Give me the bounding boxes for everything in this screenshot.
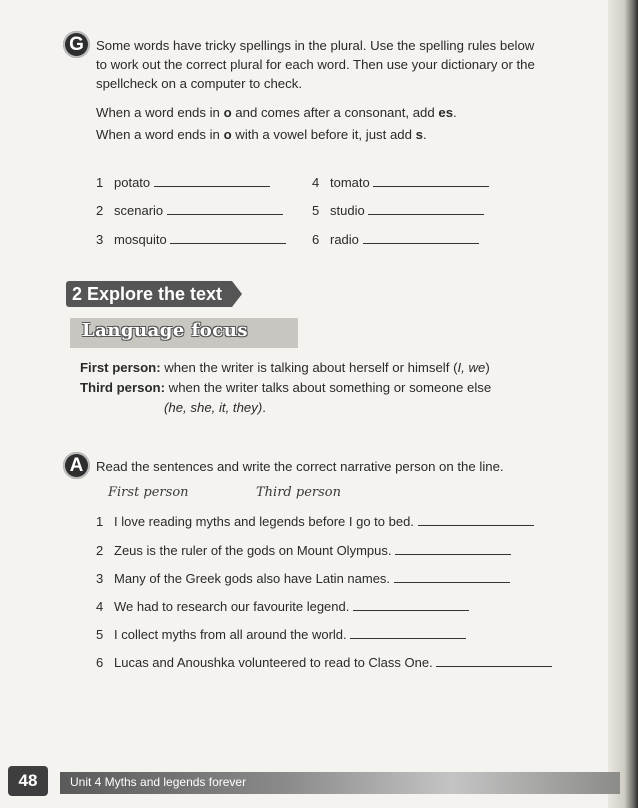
rule-1-es: es xyxy=(438,105,454,120)
third-person-end: . xyxy=(262,400,266,415)
section-title: 2 Explore the text xyxy=(66,281,232,307)
sentence-5 xyxy=(96,626,466,644)
rule-1-mid: and comes after a consonant, add xyxy=(231,105,439,120)
word-item-3 xyxy=(96,231,286,249)
rule-1-end: . xyxy=(453,105,457,120)
rule-2-mid: with a vowel before it, just add xyxy=(231,127,416,142)
word-text: radio xyxy=(330,232,359,247)
word-num: 3 xyxy=(96,232,104,247)
sentence-num: 6 xyxy=(96,655,104,670)
sentence-num: 5 xyxy=(96,627,104,642)
answer-line[interactable] xyxy=(353,609,469,611)
first-person-examples: I, we xyxy=(457,360,486,375)
sentence-text: Zeus is the ruler of the gods on Mount Olympus. xyxy=(114,543,392,558)
word-item-1 xyxy=(96,174,270,192)
third-person-examples: (he, she, it, they) xyxy=(164,400,263,415)
answer-line[interactable] xyxy=(167,213,283,215)
activity-g-instruction-line-2: to work out the correct plural for each word. Then use your dictionary or the xyxy=(96,57,535,72)
answer-line[interactable] xyxy=(350,637,466,639)
activity-g-badge: G xyxy=(63,31,90,58)
sentence-3 xyxy=(96,570,510,588)
first-person-label: First person: xyxy=(80,360,161,375)
sentence-2 xyxy=(96,542,511,560)
sentence-text: Many of the Greek gods also have Latin names. xyxy=(114,571,391,586)
word-item-5 xyxy=(312,202,484,220)
answer-line[interactable] xyxy=(394,581,510,583)
third-person-examples-line xyxy=(164,398,266,417)
rule-2-end: . xyxy=(422,127,427,142)
rule-1-o: o xyxy=(223,105,232,120)
word-num: 2 xyxy=(96,203,104,218)
sentence-num: 1 xyxy=(96,514,104,529)
first-person-definition xyxy=(80,358,490,377)
word-item-6 xyxy=(312,231,479,249)
handwritten-third-person: Third person xyxy=(256,485,341,500)
answer-line[interactable] xyxy=(373,185,489,187)
word-text: potato xyxy=(114,175,151,190)
unit-title: Unit 4 Myths and legends forever xyxy=(70,775,247,789)
sentence-text: I collect myths from all around the world. xyxy=(114,627,347,642)
sentence-4 xyxy=(96,598,469,616)
sentence-num: 4 xyxy=(96,599,104,614)
word-item-4 xyxy=(312,174,489,192)
word-num: 4 xyxy=(312,175,320,190)
word-text: scenario xyxy=(114,203,164,218)
sentence-num: 2 xyxy=(96,543,104,558)
sentence-6 xyxy=(96,654,552,672)
word-text: tomato xyxy=(330,175,370,190)
third-person-label: Third person: xyxy=(80,380,165,395)
word-text: mosquito xyxy=(114,232,167,247)
sentence-text: We had to research our favourite legend. xyxy=(114,599,350,614)
sentence-num: 3 xyxy=(96,571,104,586)
word-num: 5 xyxy=(312,203,320,218)
page-number: 48 xyxy=(8,766,48,796)
handwritten-first-person: First person xyxy=(108,485,189,500)
rule-1-pre: When a word ends in xyxy=(96,105,224,120)
activity-g-instruction-line-3: spellcheck on a computer to check. xyxy=(96,76,302,91)
answer-line[interactable] xyxy=(363,242,479,244)
word-text: studio xyxy=(330,203,365,218)
rule-2-pre: When a word ends in xyxy=(96,127,224,142)
word-num: 6 xyxy=(312,232,320,247)
answer-line[interactable] xyxy=(154,185,270,187)
unit-banner xyxy=(60,772,620,794)
rule-2-s: s xyxy=(415,127,423,142)
activity-g-instruction-line-1: Some words have tricky spellings in the plural. Use the spelling rules below xyxy=(96,38,535,53)
rule-2-o: o xyxy=(223,127,232,142)
answer-line[interactable] xyxy=(436,665,552,667)
third-person-definition xyxy=(80,378,491,397)
language-focus-title: Language focus xyxy=(82,320,248,341)
answer-line[interactable] xyxy=(368,213,484,215)
first-person-text: when the writer is talking about herself or himself ( xyxy=(160,360,458,375)
answer-line[interactable] xyxy=(170,242,286,244)
answer-line[interactable] xyxy=(395,553,511,555)
third-person-text: when the writer talks about something or someone else xyxy=(165,380,492,395)
activity-a-instruction: Read the sentences and write the correct narrative person on the line. xyxy=(96,459,504,474)
answer-line[interactable] xyxy=(418,524,534,526)
sentence-text: I love reading myths and legends before I go to bed. xyxy=(114,514,414,529)
language-focus-banner xyxy=(70,318,298,348)
activity-a-badge: A xyxy=(63,452,90,479)
page-edge-shadow xyxy=(608,0,638,808)
sentence-1 xyxy=(96,513,534,531)
spelling-rule-2 xyxy=(96,125,427,144)
first-person-close: ) xyxy=(485,360,490,375)
spelling-rule-1 xyxy=(96,103,457,122)
word-num: 1 xyxy=(96,175,104,190)
word-item-2 xyxy=(96,202,283,220)
sentence-text: Lucas and Anoushka volunteered to read to Class One. xyxy=(114,655,433,670)
page-footer xyxy=(0,766,638,808)
